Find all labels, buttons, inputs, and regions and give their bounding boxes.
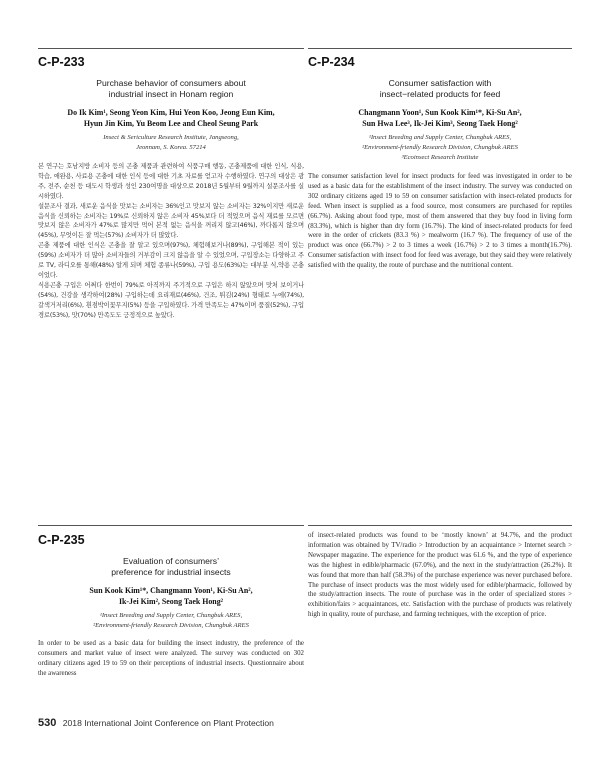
abstract-paragraph: 설문조사 결과, 새로운 음식을 맛보는 소비자는 36%인고 맛보지 않는 소비자는 32%이지만 새로운 음식을 신뢰하는 소비자는 19%로 신뢰하지 않은 소비자 45%보다 더 적었으며 음식 재료를 모르면 맛보지 않은 소비자가 47%로 많지만 먹어 본적 없는 음식을 꺼리지 않고(46%), 까다롭지 않으며(45%), 무엇이든 잘 먹는(57%) 소비자가 더 많았다. xyxy=(38,202,304,240)
abstract-title-line: preference for industrial insects xyxy=(111,567,231,577)
affiliation-line: ³Ecoinsect Research Institute xyxy=(401,154,479,161)
abstract-title-line: Evaluation of consumers’ xyxy=(122,556,219,566)
abstract-paragraph: 식용곤충 구입은 어쩌다 한번이 79%로 아직까지 주기적으로 구입은 하지 않았으며 맛처 보이거나(54%), 건강을 생각하여(28%) 구입하는데 요리재료(46%), 건조, 튀김(24%) 형태로 누에(74%), 갈색거저리(6%), 흰점박이꽃무지(5%) 등을 구입하였다. 가격 만족도는 47%이며 품질(52%), 구입경로(53%), 맛(70%) 만족도도 긍정적으로 높았다. xyxy=(38,281,304,319)
rule-right-bottom xyxy=(308,525,572,526)
abstract-c-p-235 xyxy=(38,529,304,679)
rule-left-bottom xyxy=(38,525,304,526)
abstract-paragraph: In order to be used as a basic data for building the insect industry, the preference of the consumers and market value of insect were analyzed. The survey was conducted on 302 ordinary citizens aged 19 to 59 on their perceptions of industrial insects. Questionnaire about the awareness xyxy=(38,640,304,677)
rule-left-top xyxy=(38,48,304,49)
abstract-title-line: Purchase behavior of consumers about xyxy=(96,78,246,88)
abstract-c-p-234 xyxy=(308,52,572,271)
rule-right-top xyxy=(308,48,572,49)
affiliation-line: ¹Insect Breeding and Supply Center, Chungbuk ARES, xyxy=(99,612,243,619)
author-line: Ik-Jei Kim², Seong Taek Hong² xyxy=(118,597,224,606)
author-line: Changmann Yoon¹, Sun Kook Kim¹*, Ki-Su An², xyxy=(358,108,522,117)
abstract-paragraph: of insect-related products was found to be ‘mostly known’ at 94.7%, and the product information was obtained by TV/radio > Introduction by an acquaintance > Internet search > Newspaper magazine. The experience for the product was 61.6 %, and the type of experience was the highest in edible/pharmacic (67.0%), and the next in the study/attraction (26.2%). It was found that more than half (58.3%) of the purchase experience was never purchased before. The purchase of insect products was the most widely used for edible/pharmacic, followed by the study/attraction insects. The route of purchase was in the order of specialized stores > exhibition/fairs > acquaintances, etc. Satisfaction with the purchase of products was relatively high in quality, route of purchase, and farming techniques, with the exception of price. xyxy=(308,532,572,619)
conference-name: 2018 International Joint Conference on Plant Protection xyxy=(62,718,274,728)
affiliation-line: ²Environment-friendly Research Division, Chungbuk ARES xyxy=(93,622,249,629)
affiliation-line: Jeonnam, S. Korea. 57214 xyxy=(136,144,206,151)
author-line: Do Ik Kim¹, Seong Yeon Kim, Hui Yeon Koo, Jeong Eun Kim, xyxy=(67,108,275,117)
author-line: Hyun Jin Kim, Yu Beom Lee and Cheol Seung Park xyxy=(83,119,259,128)
abstract-paragraph: 본 연구는 호남지방 소비자 등의 곤충 제품과 관련하여 식품구매 행동, 곤충제품에 대한 인식, 식용, 학습, 애완용, 사료용 곤충에 대한 인식 등에 대한 기초 자료를 얻고자 수행하였다. 연구의 대상은 광주, 전주, 순천 등 대도시 학생과 성인 230여명을 대상으로 2018년 5월부터 9월까지 설문조사를 실시하였다. xyxy=(38,163,304,200)
abstract-paragraph: 곤충 제품에 대한 인식은 곤충을 잘 알고 있으며(97%), 체험해보거나(89%), 구입해본 적이 있는(59%) 소비자가 더 많아 소비자들의 거부감이 크지 않음을 알 수 있었으며, 구입장소는 다양하고 주로 TV, 라디오를 통해(48%) 알게 되며 체험 종류나(59%), 구입 용도(63%)는 대부분 식,약용 곤충이었다. xyxy=(38,242,304,279)
abstract-c-p-233 xyxy=(38,52,304,321)
affiliation-line: ²Environment-friendly Research Division, Chungbuk ARES xyxy=(362,144,518,151)
author-line: Sun Kook Kim¹*, Changmann Yoon¹, Ki-Su An², xyxy=(89,586,253,595)
author-line: Sun Hwa Lee³, Ik-Jei Kim³, Seong Taek Hong² xyxy=(362,119,518,128)
abstract-title-line: insect−related products for feed xyxy=(379,89,501,99)
abstract-code: C-P-235 xyxy=(38,533,85,547)
abstract-paragraph: The consumer satisfaction level for insect products for feed was investigated in order to be used as a basic data for the establishment of the insect industry. The survey was conducted on 302 ordinary citizens aged 19 to 59 on consumer satisfaction with insect-related products for feed. When insect is supplied as a food source, most consumers are purchased for reptiles (66.7%). Asking about food type, most of them answered that they buy food in living form (83.3%), which is higher than dry form (16.7%). The kind of insect-related products for feed were in the order of crickets (83.3 %) > mealworm (16.7 %). The frequency of use of the product was once (66.7%) > 2 to 3 times a week (16.7%) > 2 to 3 times a month(16.7%). Consumer satisfaction with insect food for feed was average, but they said they were relatively satisfied with the quality, the route of purchase and the nutritional content. xyxy=(308,173,572,270)
abstract-code: C-P-234 xyxy=(308,55,355,69)
affiliation-line: ¹Insect Breeding and Supply Center, Chungbuk ARES, xyxy=(368,134,512,141)
abstract-title-line: industrial insect in Honam region xyxy=(108,89,234,99)
abstract-c-p-235-continuation xyxy=(308,531,572,620)
page-footer xyxy=(38,717,274,729)
page-number: 530 xyxy=(38,717,57,729)
abstract-title-line: Consumer satisfaction with xyxy=(388,78,492,88)
abstract-code: C-P-233 xyxy=(38,55,85,69)
affiliation-line: Insect & Sericulture Research Institute, Jangseong, xyxy=(103,134,239,141)
